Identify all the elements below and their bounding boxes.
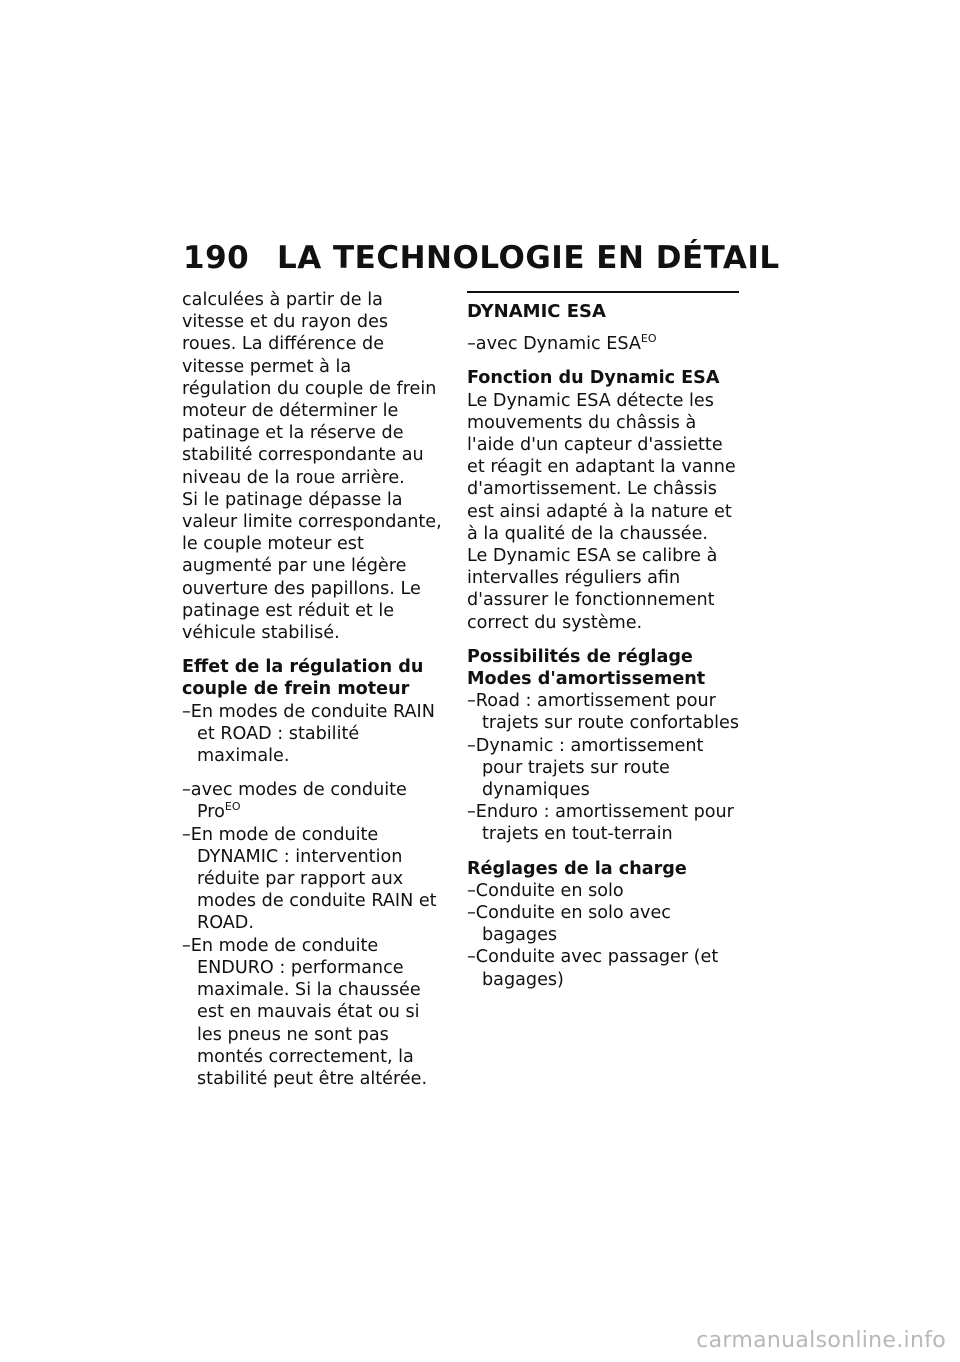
body-paragraph: Le Dynamic ESA détecte les mouvements du châssis à l'aide d'un capteur d'assiette et réagit en adaptant la vanne d'amortissement. Le châssis est ainsi adapté à la nature et à la qualité de la chaussée. [467, 390, 736, 544]
list-item: –En modes de conduite RAIN et ROAD : stabilité maximale. [182, 701, 435, 767]
list-item: –Conduite avec passager (et bagages) [467, 947, 719, 990]
page-header [183, 240, 780, 276]
section-heading: Possibilités de réglage [467, 646, 693, 667]
watermark: carmanualsonline.info [696, 1328, 946, 1353]
list-item: –Road : amortissement pour trajets sur route confortables [467, 691, 740, 734]
option-line: –avec Dynamic $ESA^{EO}$ [467, 332, 657, 355]
body-paragraph: Le Dynamic ESA se calibre à intervalles réguliers afin d'assurer le fonctionnement correct du système. [467, 546, 718, 633]
list-item: –Dynamic : amortissement pour trajets sur route dynamiques [467, 735, 704, 801]
chapter-title: LA TECHNOLOGIE EN DÉTAIL [277, 240, 780, 276]
section-title: DYNAMIC ESA [467, 291, 739, 327]
list-item: –Conduite en solo avec bagages [467, 903, 671, 946]
option-mark: EO [640, 332, 657, 346]
section-heading: Modes d'amortissement [467, 669, 706, 690]
right-column [467, 289, 739, 991]
section-heading: Effet de la régulation du couple de frein moteur [182, 657, 424, 700]
section-heading: Réglages de la charge [467, 858, 687, 879]
body-paragraph: Si le patinage dépasse la valeur limite correspondante, le couple moteur est augmenté par une légère ouverture des papillons. Le patinage est réduit et le véhicule stabilisé. [182, 489, 442, 644]
list-item: –Enduro : amortissement pour trajets en tout-terrain [467, 802, 734, 845]
section-heading: Fonction du Dynamic ESA [467, 368, 720, 389]
body-paragraph: calculées à partir de la vitesse et du rayon des roues. La différence de vitesse permet à la régulation du couple de frein moteur de déterminer le patinage et la réserve de stabilité correspondante au niveau de la roue arrière. [182, 290, 437, 488]
list-item: –Conduite en solo [467, 880, 624, 901]
list-item: –En mode de conduite DYNAMIC : intervention réduite par rapport aux modes de conduite RAIN et ROAD. [182, 824, 437, 934]
list-item: –En mode de conduite ENDURO : performance maximale. Si la chaussée est en mauvais état ou si les pneus ne sont pas montés correctement, la stabilité peut être altérée. [182, 935, 428, 1089]
page-number: 190 [183, 240, 250, 276]
list-item: –avec modes de conduite Pro$^{EO}$ [182, 780, 407, 823]
option-mark: EO [224, 800, 241, 814]
left-column [182, 289, 444, 1090]
